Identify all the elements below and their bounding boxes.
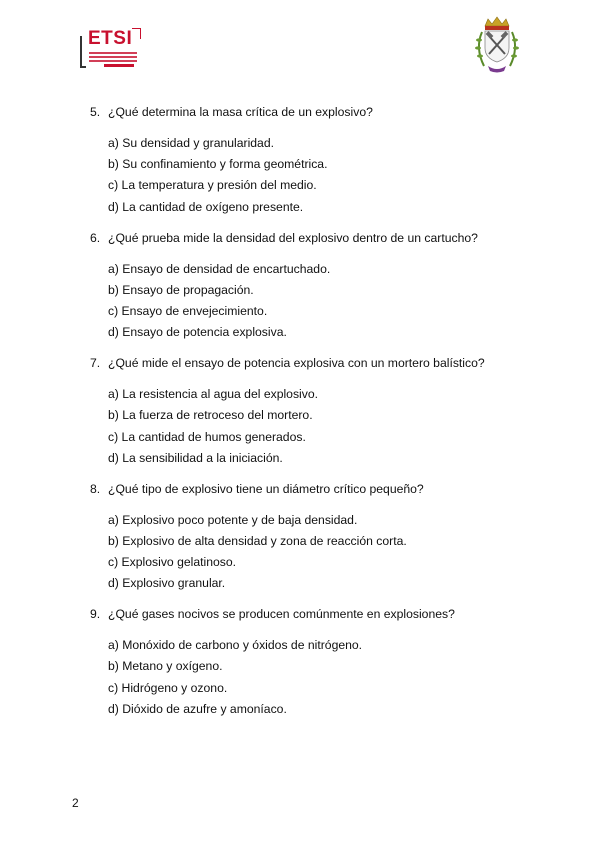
- question-text: ¿Qué gases nocivos se producen comúnmente en explosiones?: [108, 607, 455, 622]
- option-b: b) Ensayo de propagación.: [108, 282, 254, 297]
- option-b: b) Metano y oxígeno.: [108, 659, 223, 674]
- question-number: 8.: [90, 481, 101, 496]
- option-c: c) Explosivo gelatinoso.: [108, 555, 237, 570]
- option-b: b) Su confinamiento y forma geométrica.: [108, 157, 328, 172]
- option-c: c) Ensayo de envejecimiento.: [108, 303, 268, 318]
- etsi-logo-corner: [132, 28, 141, 39]
- etsi-logo-underline: [104, 64, 134, 67]
- option-d: d) Explosivo granular.: [108, 576, 226, 591]
- question: [90, 230, 530, 246]
- question-block-5: [90, 104, 530, 215]
- question-block-6: [90, 230, 530, 341]
- option-list: [90, 386, 530, 466]
- etsi-logo: [80, 26, 142, 70]
- question-number: 9.: [90, 607, 101, 622]
- option-a: a) La resistencia al agua del explosivo.: [108, 387, 319, 402]
- option-c: c) La cantidad de humos generados.: [108, 429, 306, 444]
- page-header: [0, 0, 600, 90]
- etsi-logo-word: ETSI: [88, 28, 133, 49]
- option-b: b) Explosivo de alta densidad y zona de reacción corta.: [108, 533, 407, 548]
- question-text: ¿Qué prueba mide la densidad del explosivo dentro de un cartucho?: [108, 230, 478, 245]
- option-list: [90, 637, 530, 717]
- etsi-logo-bracket: [80, 36, 86, 68]
- etsi-logo-lines: [89, 52, 137, 54]
- question: [90, 104, 530, 120]
- option-b: b) La fuerza de retroceso del mortero.: [108, 408, 313, 423]
- option-d: d) La cantidad de oxígeno presente.: [108, 199, 304, 214]
- question-block-7: [90, 355, 530, 466]
- option-d: d) Dióxido de azufre y amoníaco.: [108, 701, 287, 716]
- option-a: a) Explosivo poco potente y de baja densidad.: [108, 512, 358, 527]
- question-text: ¿Qué tipo de explosivo tiene un diámetro crítico pequeño?: [108, 481, 424, 496]
- page-number: 2: [72, 796, 79, 810]
- option-a: a) Su densidad y granularidad.: [108, 136, 274, 150]
- school-crest-icon: [470, 16, 524, 76]
- option-a: a) Monóxido de carbono y óxidos de nitrógeno.: [108, 638, 363, 653]
- question-list: [90, 104, 530, 732]
- question-text: ¿Qué mide el ensayo de potencia explosiva con un mortero balístico?: [108, 356, 485, 371]
- option-d: d) La sensibilidad a la iniciación.: [108, 450, 283, 465]
- question-number: 6.: [90, 230, 101, 245]
- question: [90, 355, 530, 371]
- question-text: ¿Qué determina la masa crítica de un explosivo?: [108, 105, 373, 119]
- question: [90, 606, 530, 622]
- question-block-8: [90, 481, 530, 592]
- question-number: 7.: [90, 356, 101, 371]
- question-number: 5.: [90, 105, 101, 119]
- option-list: [90, 135, 530, 215]
- option-c: c) La temperatura y presión del medio.: [108, 178, 317, 193]
- option-a: a) Ensayo de densidad de encartuchado.: [108, 261, 331, 276]
- question: [90, 481, 530, 497]
- option-d: d) Ensayo de potencia explosiva.: [108, 325, 287, 340]
- option-c: c) Hidrógeno y ozono.: [108, 680, 228, 695]
- question-block-9: [90, 606, 530, 717]
- option-list: [90, 261, 530, 341]
- option-list: [90, 512, 530, 592]
